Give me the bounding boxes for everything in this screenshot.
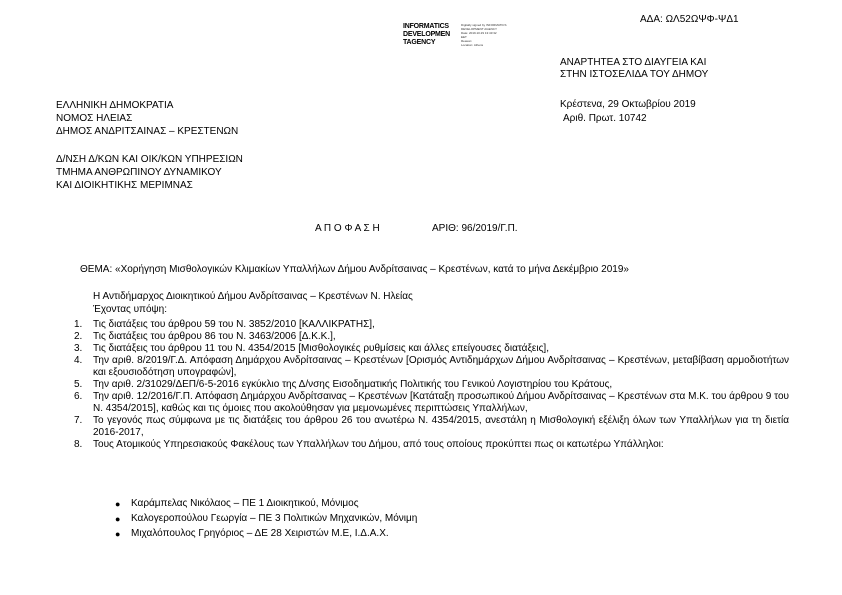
employee-item: ● Καράμπελας Νικόλαος – ΠΕ 1 Διοικητικού, Μόνιμος (115, 498, 359, 509)
department-block: Δ/ΝΣΗ Δ/ΚΩΝ ΚΑΙ ΟΙΚ/ΚΩΝ ΥΠΗΡΕΣΙΩΝ ΤΜΗΜΑ ΑΝΘΡΩΠΙΝΟΥ ΔΥΝΑΜΙΚΟΥ ΚΑΙ ΔΙΟΙΚΗΤΙΚΗΣ ΜΕΡΙΜΝΑΣ (56, 154, 243, 191)
ada-code: ΑΔΑ: ΩΛ52ΩΨΦ-ΨΔ1 (640, 14, 739, 25)
bullet-icon: ● (115, 529, 121, 539)
list-item: 6. Την αριθ. 12/2016/Γ.Π. Απόφαση Δημάρχου Ανδρίτσαινας – Κρεστένων [Κατάταξη προσωπικού Δήμου Ανδρίτσαινας – Κρεστένων στα Μ.Κ. του άρθρου 9 του Ν. 4354/2015], καθώς και τις όμοιες που ακολούθησαν για μεμονωμένες περιπτώσεις Υπαλλήλων, (74, 391, 789, 414)
list-item: 1. Τις διατάξεις του άρθρου 59 του Ν. 3852/2010 [ΚΑΛΛΙΚΡΑΤΗΣ], (74, 319, 375, 330)
protocol-number: Αριθ. Πρωτ. 10742 (563, 113, 647, 124)
list-item: 8. Τους Ατομικούς Υπηρεσιακούς Φακέλους των Υπαλλήλων του Δήμου, από τους οποίους προκύπτει πως οι κατωτέρω Υπάλληλοι: (74, 439, 664, 450)
list-item: 5. Την αριθ. 2/31029/ΔΕΠ/6-5-2016 εγκύκλιο της Δ/νσης Εισοδηματικής Πολιτικής του Γενικού Λογιστηρίου του Κράτους, (74, 379, 613, 390)
subject-line: ΘΕΜΑ: «Χορήγηση Μισθολογικών Κλιμακίων Υπαλλήλων Δήμου Ανδρίτσαινας – Κρεστένων, κατά το μήνα Δεκέμβριο 2019» (80, 264, 629, 275)
list-item: 7. Το γεγονός πως σύμφωνα με τις διατάξεις του άρθρου 26 του ανωτέρω Ν. 4354/2015, ανεστάλη η Μισθολογική εξέλιξη όλων των Υπαλλήλων για τη διετία 2016-2017, (74, 415, 789, 438)
bullet-icon: ● (115, 499, 121, 509)
signature-org: INFORMATICS DEVELOPMEN TAGENCY (403, 23, 451, 46)
considerations-list (74, 319, 789, 451)
list-item: 2. Τις διατάξεις του άρθρου 86 του Ν. 3463/2006 [Δ.Κ.Κ.], (74, 331, 336, 342)
digital-signature (403, 23, 533, 61)
list-item: 3. Τις διατάξεις του άρθρου 11 του Ν. 4354/2015 [Μισθολογικές ρυθμίσεις και άλλες επείγουσες διατάξεις], (74, 343, 549, 354)
bullet-icon: ● (115, 514, 121, 524)
decision-heading: Α Π Ο Φ Α Σ Η (315, 223, 380, 234)
employee-item: ● Μιχαλόπουλος Γρηγόριος – ΔΕ 28 Χειριστών Μ.Ε, Ι.Δ.Α.Χ. (115, 528, 389, 539)
decision-number: ΑΡΙΘ: 96/2019/Γ.Π. (432, 223, 518, 234)
having-in-view: Έχοντας υπόψη: (93, 304, 167, 315)
employee-list (115, 498, 417, 543)
list-item: 4. Την αριθ. 8/2019/Γ.Δ. Απόφαση Δημάρχου Ανδρίτσαινας – Κρεστένων [Ορισμός Αντιδημάρχων Δήμου Ανδρίτσαινας – Κρεστένων, μεταβίβαση αρμοδιοτήτων και εξουσιοδότηση υπογραφών], (74, 355, 789, 378)
body-intro: Η Αντιδήμαρχος Διοικητικού Δήμου Ανδρίτσαινας – Κρεστένων Ν. Ηλείας (93, 291, 413, 302)
issuer-block: ΕΛΛΗΝΙΚΗ ΔΗΜΟΚΡΑΤΙΑ ΝΟΜΟΣ ΗΛΕΙΑΣ ΔΗΜΟΣ ΑΝΔΡΙΤΣΑΙΝΑΣ – ΚΡΕΣΤΕΝΩΝ (56, 100, 239, 137)
posting-note: ΑΝΑΡΤΗΤΕΑ ΣΤΟ ΔΙΑΥΓΕΙΑ ΚΑΙ ΣΤΗΝ ΙΣΤΟΣΕΛΙΔΑ ΤΟΥ ΔΗΜΟΥ (560, 57, 709, 80)
signature-details: Digitally signed by INFORMATICS DEVELOPMENT AGENCY Date: 2019.10.29 13:43:32 EET Reason: Location: Athens (461, 23, 507, 47)
employee-item: ● Καλογεροπούλου Γεωργία – ΠΕ 3 Πολιτικών Μηχανικών, Μόνιμη (115, 513, 418, 524)
place-date: Κρέστενα, 29 Οκτωβρίου 2019 (560, 99, 696, 110)
